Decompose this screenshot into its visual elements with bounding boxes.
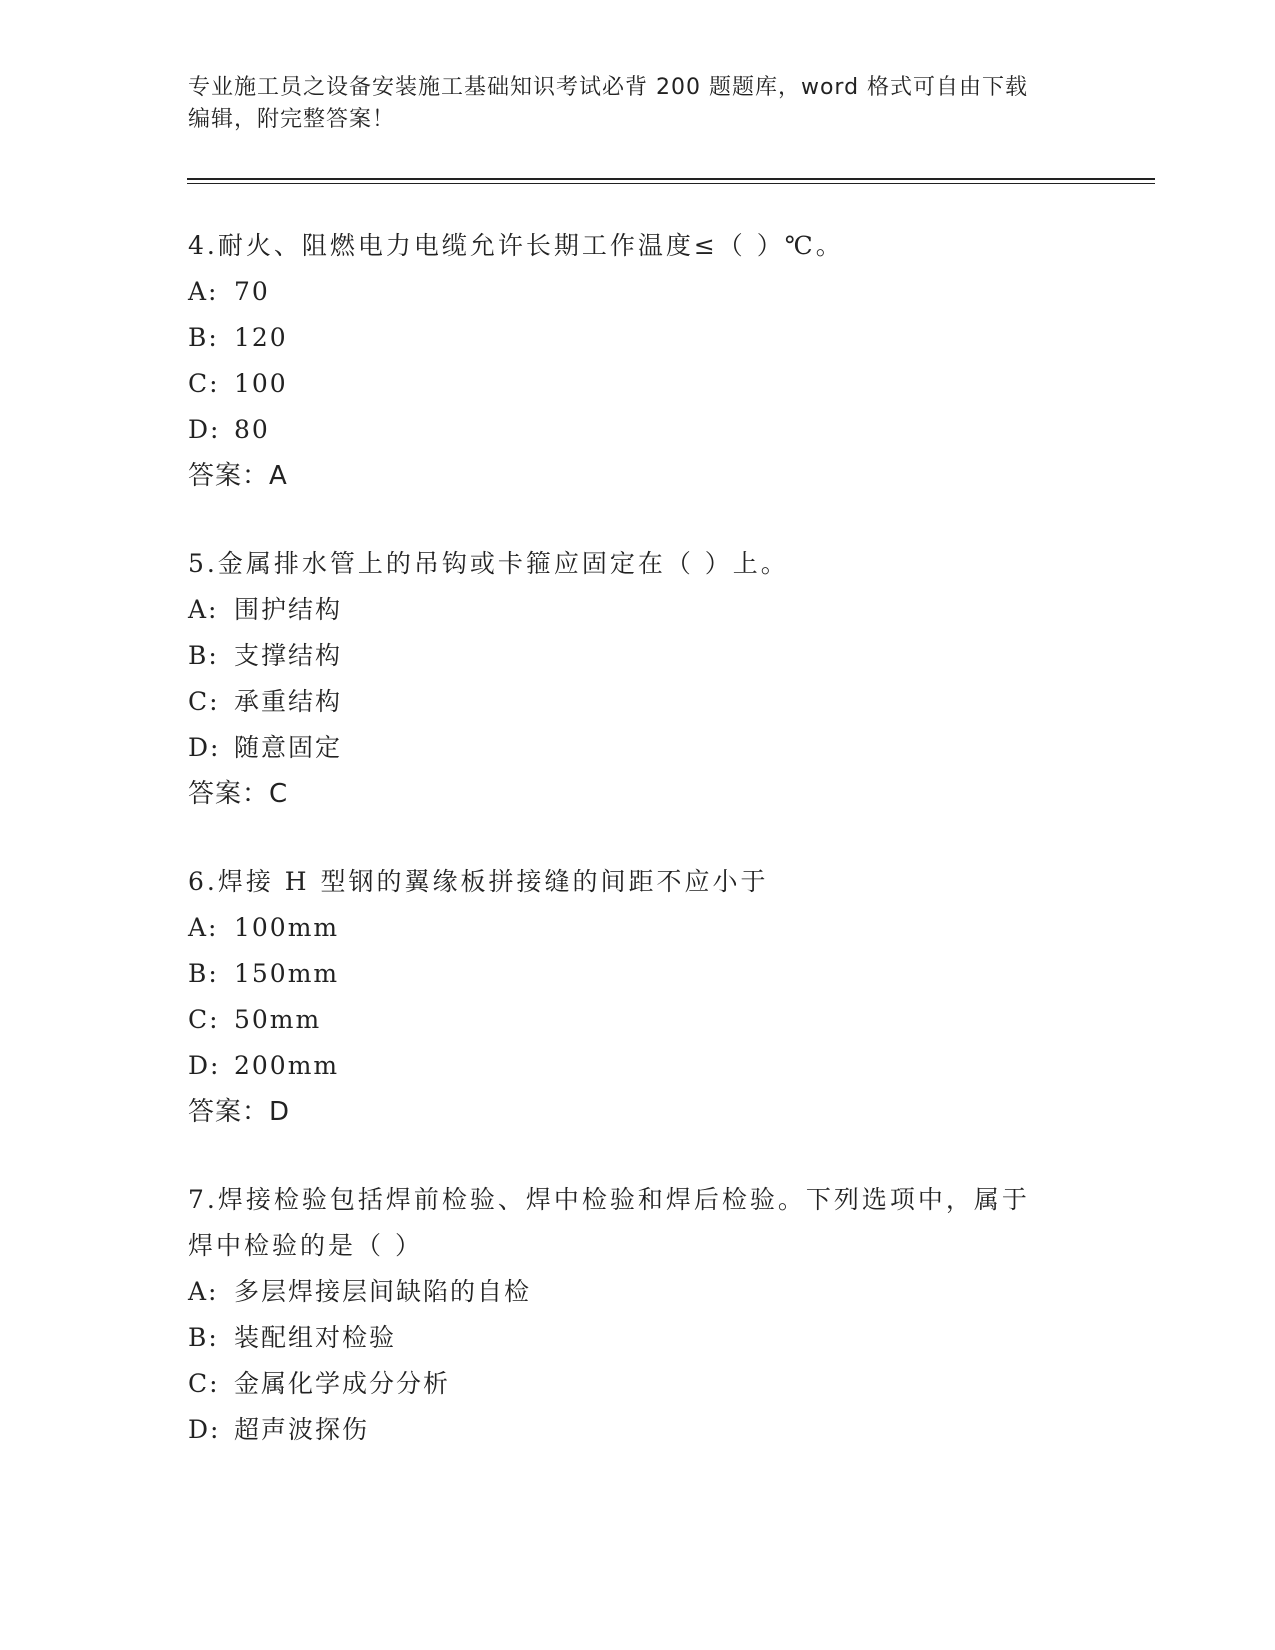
question-stem-line-2: 焊中检验的是（ ） [188,1231,423,1260]
answer: 答案：A [188,461,288,491]
question-stem-line-1: 7.焊接检验包括焊前检验、焊中检验和焊后检验。下列选项中，属于 [188,1185,1030,1214]
question-5 [188,541,1088,817]
option-a [188,905,1088,951]
header-line-2: 编辑，附完整答案！ [188,107,396,132]
option-text: 支撑结构 [234,641,343,670]
option-key: B: [188,323,219,352]
option-text: 承重结构 [234,687,343,716]
option-key: A: [188,277,219,306]
option-key: D: [188,733,221,762]
option-text: 装配组对检验 [234,1323,397,1352]
option-d [188,407,1088,453]
option-c [188,361,1088,407]
option-key: C: [188,1369,220,1398]
question-stem: 4.耐火、阻燃电力电缆允许长期工作温度≤（ ）℃。 [188,231,844,260]
answer: 答案：D [188,1097,291,1127]
option-text: 多层焊接层间缺陷的自检 [234,1277,532,1306]
option-text: 120 [234,323,288,352]
question-7 [188,1177,1088,1453]
option-text: 80 [234,415,270,444]
option-text: 金属化学成分分析 [234,1369,451,1398]
option-key: B: [188,959,219,988]
option-key: C: [188,1005,220,1034]
option-key: A: [188,1277,219,1306]
option-key: B: [188,641,219,670]
option-b [188,315,1088,361]
option-text: 70 [234,277,270,306]
option-c [188,679,1088,725]
option-text: 100 [234,369,288,398]
option-key: C: [188,687,220,716]
option-d [188,1043,1088,1089]
option-a [188,269,1088,315]
option-text: 围护结构 [234,595,343,624]
option-text: 超声波探伤 [234,1415,370,1444]
option-key: D: [188,1051,221,1080]
option-c [188,997,1088,1043]
option-d [188,725,1088,771]
option-a [188,587,1088,633]
header-line-1: 专业施工员之设备安装施工基础知识考试必背 200 题题库，word 格式可自由下载 [188,75,1029,100]
option-c [188,1361,1088,1407]
option-a [188,1269,1088,1315]
option-key: D: [188,1415,221,1444]
question-stem: 5.金属排水管上的吊钩或卡箍应固定在（ ）上。 [188,549,789,578]
option-key: C: [188,369,220,398]
option-key: B: [188,1323,219,1352]
option-text: 50mm [234,1005,322,1034]
option-b [188,951,1088,997]
option-d [188,1407,1088,1453]
option-b [188,633,1088,679]
question-stem: 6.焊接 H 型钢的翼缘板拼接缝的间距不应小于 [188,867,769,896]
option-text: 150mm [234,959,340,988]
header-divider-thick [187,178,1155,180]
header-divider-thin [187,183,1155,184]
document-header [188,72,1088,136]
question-6 [188,859,1088,1135]
question-4 [188,223,1088,499]
option-key: A: [188,913,219,942]
answer: 答案：C [188,779,289,809]
option-key: A: [188,595,219,624]
option-b [188,1315,1088,1361]
option-key: D: [188,415,221,444]
option-text: 200mm [234,1051,340,1080]
option-text: 随意固定 [234,733,343,762]
option-text: 100mm [234,913,340,942]
